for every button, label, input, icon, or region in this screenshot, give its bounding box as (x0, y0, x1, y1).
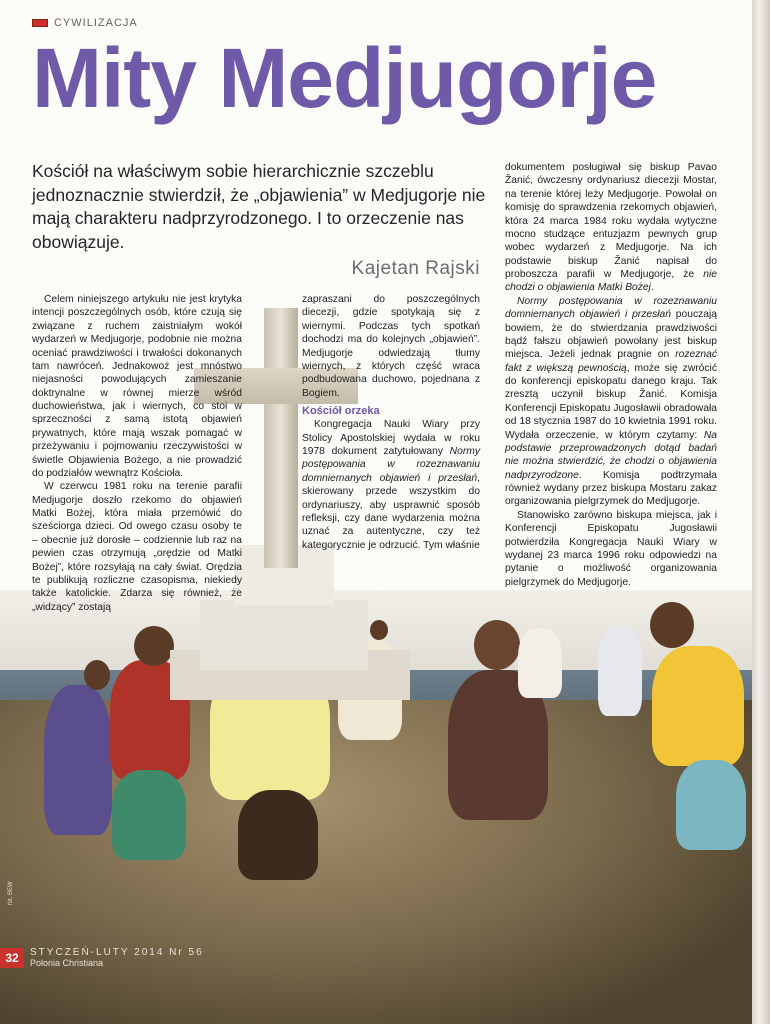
paragraph: Celem niniejszego artykułu nie jest krytyka intencji poszczególnych osób, które czują się związane z ruchem zaistniałym wokół wydarzeń w Medjugorje, podobnie nie można oceniać prawdziwości i trwałości dokonanych tam nawróceń. Jednakowoż jest mnóstwo niejasności powodujących zamieszanie doktrynalne w równej mierze wśród duchowieństwa, jak i wiernych, co stoi w sprzeczności z samą istotą objawień prywatnych, które mają wszak pomagać w przeżywaniu i pojmowaniu rzeczywistości w świetle Objawienia Bożego, a nie prowadzić do podziałów wewnątrz Kościoła. (32, 294, 242, 479)
page-gutter (752, 0, 770, 1024)
subheading: Kościół orzeka (302, 405, 380, 417)
pilgrim-head (370, 620, 388, 640)
paragraph: Kongregacja Nauki Wiary przy Stolicy Apostolskiej wydała w roku 1978 dokument zatytułowany Normy postępowania w rozeznawaniu domniemanych objawień i przesłań, skierowany przede wszystkim do ordynariuszy, aby usprawnić sposób refleksji, czy dane wydarzenia można uznać za autentyczne, czy też kategorycznie je odrzucić. Tym właśnie (302, 419, 480, 551)
paragraph: zapraszani do poszczególnych diecezji, gdzie spotykają się z wiernymi. Podczas tych spotkań dochodzi ma do kolejnych „objawień”. Medjugorje odwiedzają tłumy wiernych, z których część wraca podbudowana duchowo, pojednana z Bogiem. (302, 294, 480, 399)
text-column-3 (505, 161, 717, 589)
pilgrim-head (650, 602, 694, 648)
magazine-name: Polonia Christiana (30, 957, 104, 968)
pilgrim-head (474, 620, 520, 670)
section-marker-icon (32, 19, 48, 27)
paragraph: Normy postępowania w rozeznawaniu domniemanych objawień i przesłań pouczają bowiem, że do stwierdzania prawdziwości bądź fałszu objawień powołany jest biskup miejsca. Jeżeli jednak pragnie on rozeznać fakt z większą pewnością, może się zwrócić do konferencji episkopatu danego kraju. Tak zresztą uczynił biskup Žanić. Komisja Konferencji Episkopatu Jugosławii obradowała od 18 stycznia 1987 do 10 kwietnia 1991 roku. Wydała orzeczenie, w którym czytamy: Na podstawie przeprowadzonych dotąd badań nie można stwierdzić, że chodzi o objawienia nadprzyrodzone. Komisja podtrzymała również wydany przez biskupa Mostaru zakaz organizowania pielgrzymek do Medjugorje. (505, 295, 717, 508)
pilgrim-head (134, 626, 174, 666)
pilgrim-figure (652, 646, 744, 766)
section-label (32, 17, 138, 29)
paragraph: W czerwcu 1981 roku na terenie parafii Medjugorje doszło rzekomo do objawień Matki Bożej, która miała przemówić do sześciorga dzieci. Od owego czasu osoby te – obecnie już dorosłe – codziennie lub raz na pewien czas otrzymują „orędzie od Matki Bożej”, które rozsyłają na cały świat. Orędzia te publikują rozliczne czasopisma, niekiedy także katolickie. Zdarza się również, że „widzący” zostają (32, 481, 242, 613)
page-footer (0, 948, 204, 972)
cross-vertical-beam (264, 308, 298, 568)
pilgrim-head (84, 660, 110, 690)
pilgrim-figure (238, 790, 318, 880)
pilgrim-figure (676, 760, 746, 850)
pilgrim-figure (518, 628, 562, 698)
pilgrim-figure (44, 685, 112, 835)
text-column-2 (302, 293, 480, 552)
article-lead: Kościół na właściwym sobie hierarchicznie szczeblu jednoznacznie stwierdził, że „objawienia” w Medjugorje nie mają charakteru nadprzyrodzonego. I to orzeczenie nas obowiązuje. (32, 161, 486, 252)
paragraph: Stanowisko zarówno biskupa miejsca, jak i Konferencji Episkopatu Jugosławii potwierdziła Kongregacja Nauki Wiary w wydanej 23 marca 1996 roku odpowiedzi na pytanie o możliwość organizowania pielgrzymek do Medjugorje. (505, 509, 717, 588)
page-number: 32 (0, 948, 24, 968)
issue-label: STYCZEŃ-LUTY 2014 Nr 56 (30, 947, 204, 958)
photo-credit: fot. BEW (8, 881, 14, 905)
article-title: Mity Medjugorje (32, 31, 657, 125)
section-label-text: CYWILIZACJA (54, 17, 138, 29)
pilgrim-figure (112, 770, 186, 860)
pilgrim-figure (598, 626, 642, 716)
article-author: Kajetan Rajski (351, 258, 480, 279)
footer-info (30, 948, 204, 968)
text-column-1 (32, 293, 242, 614)
paragraph: dokumentem posługiwał się biskup Pavao Žanić, ówczesny ordynariusz diecezji Mostar, na terenie której leży Medjugorje. Powołał on komisję do sprawdzenia rzekomych objawień, która 24 marca 1984 roku wydała wytyczne mocno studzące entuzjazm pewnych grup wobec wydarzeń z Medjugorje. Na ich podstawie biskup Žanić napisał do proboszcza parafii w Medjugorje, że nie chodzi o objawienia Matki Bożej. (505, 162, 717, 294)
